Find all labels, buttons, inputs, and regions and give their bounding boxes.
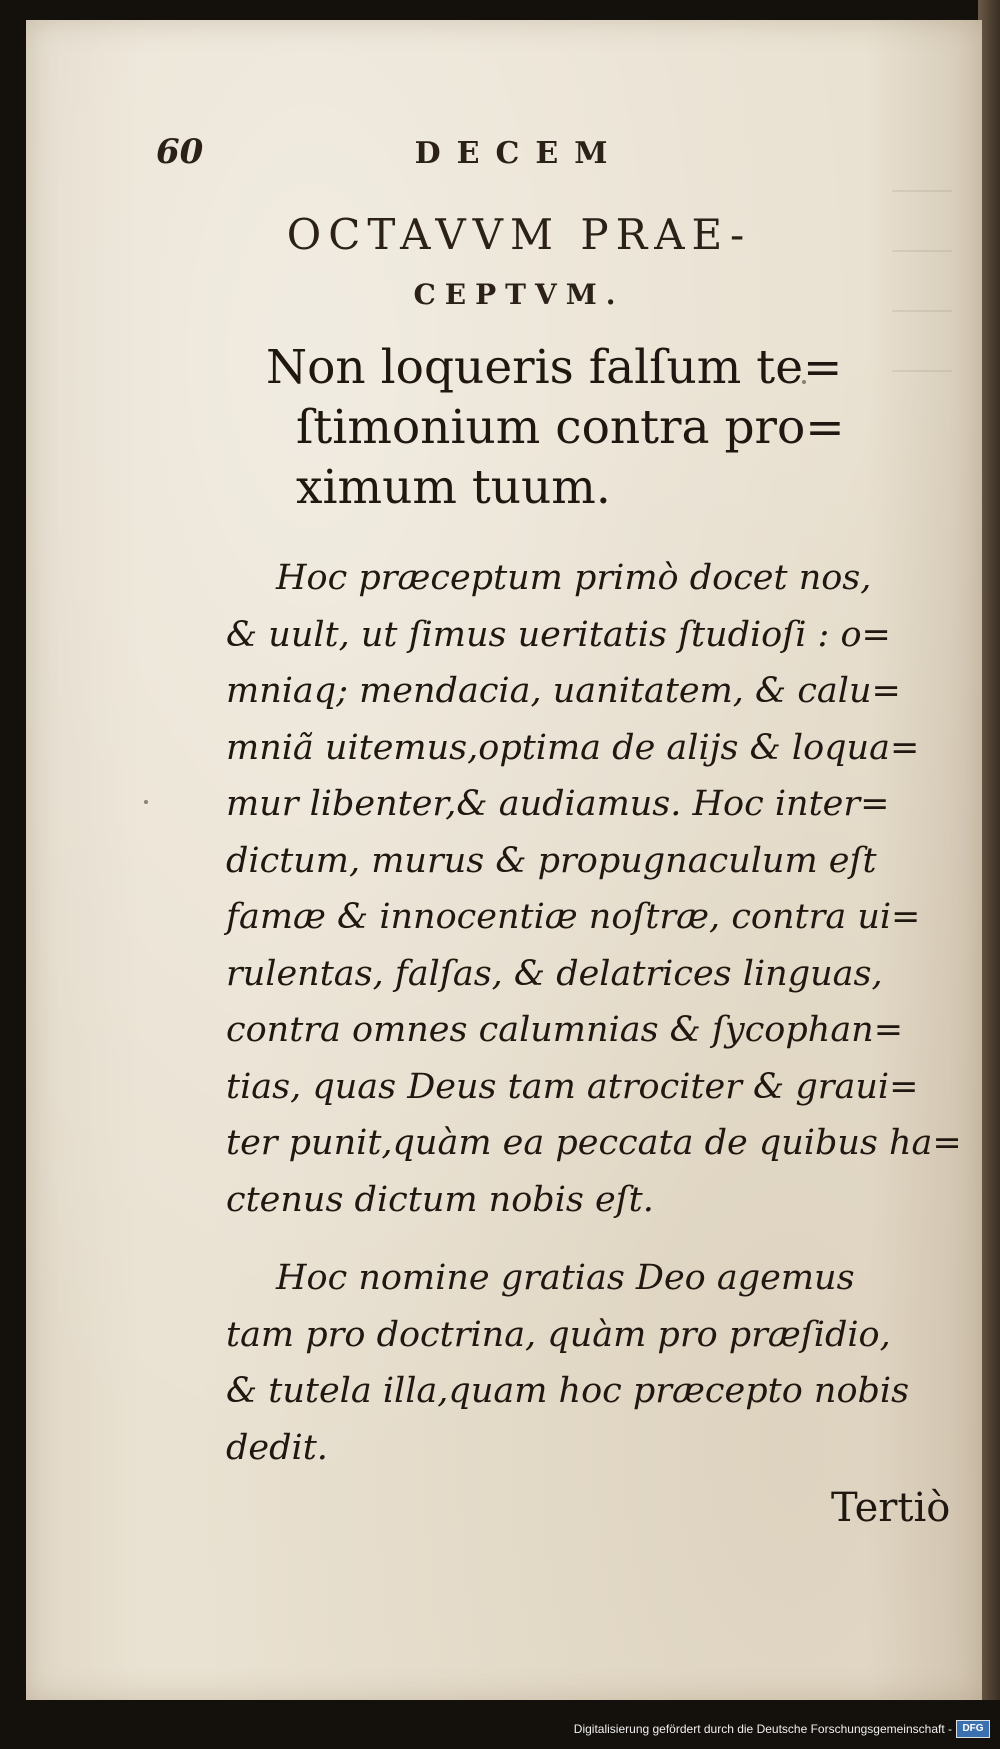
commandment-line: Non loqueris falſum te= <box>266 340 843 395</box>
paragraph-1 <box>226 550 962 1228</box>
commandment-line: ſtimonium contra pro= <box>296 400 845 455</box>
show-through-mark <box>892 190 952 192</box>
text-line: dedit. <box>226 1427 328 1468</box>
text-line: dictum, murus & propugnaculum eſt <box>226 840 877 881</box>
text-line: famæ & innocentiæ noſtræ, contra ui= <box>226 897 921 937</box>
text-line: tias, quas Deus tam atrociter & graui= <box>226 1066 919 1107</box>
catchword: Tertiò <box>831 1485 951 1531</box>
commandment-line: ximum tuum. <box>296 460 611 515</box>
text-line: contra omnes calumnias & ſycophan= <box>226 1010 904 1050</box>
text-line: mniaq; mendacia, uanitatem, & calu= <box>226 671 901 711</box>
text-line: ter punit,quàm ea peccata de quibus ha= <box>226 1123 962 1163</box>
page-number: 60 <box>156 132 204 172</box>
text-line: mniã uitemus,optima de aliјs & loqua= <box>226 727 920 768</box>
show-through-mark <box>892 370 952 372</box>
funding-credit: Digitalisierung gefördert durch die Deutsche Forschungsgemeinschaft - <box>573 1722 952 1736</box>
text-line: Hoc nomine gratias Deo agemus <box>276 1258 855 1298</box>
text-line: Hoc præceptum primò docet nos, <box>276 558 872 598</box>
book-page <box>26 20 982 1700</box>
commandment-text <box>266 338 886 518</box>
text-line: & tutela illa,quam hoc præcepto nobis <box>226 1371 910 1411</box>
text-line: tam pro doctrina, quàm pro præſidio, <box>226 1314 891 1355</box>
section-title-line-2: CEPTVM. <box>413 278 625 311</box>
paper-speck <box>144 800 148 804</box>
text-line: rulentas, falſas, & delatrices linguas, <box>226 953 883 994</box>
text-line: ctenus dictum nobis eſt. <box>226 1179 654 1220</box>
running-head: DECEM <box>414 136 624 171</box>
dfg-logo: DFG <box>956 1720 990 1738</box>
text-line: & uult, ut ſimus ueritatis ſtudioſi : o= <box>226 614 891 655</box>
text-line: mur libenter,& audiamus. Hoc inter= <box>226 784 890 824</box>
section-title-line-1: OCTAVVM PRAE- <box>286 210 752 259</box>
paragraph-2 <box>226 1250 910 1476</box>
